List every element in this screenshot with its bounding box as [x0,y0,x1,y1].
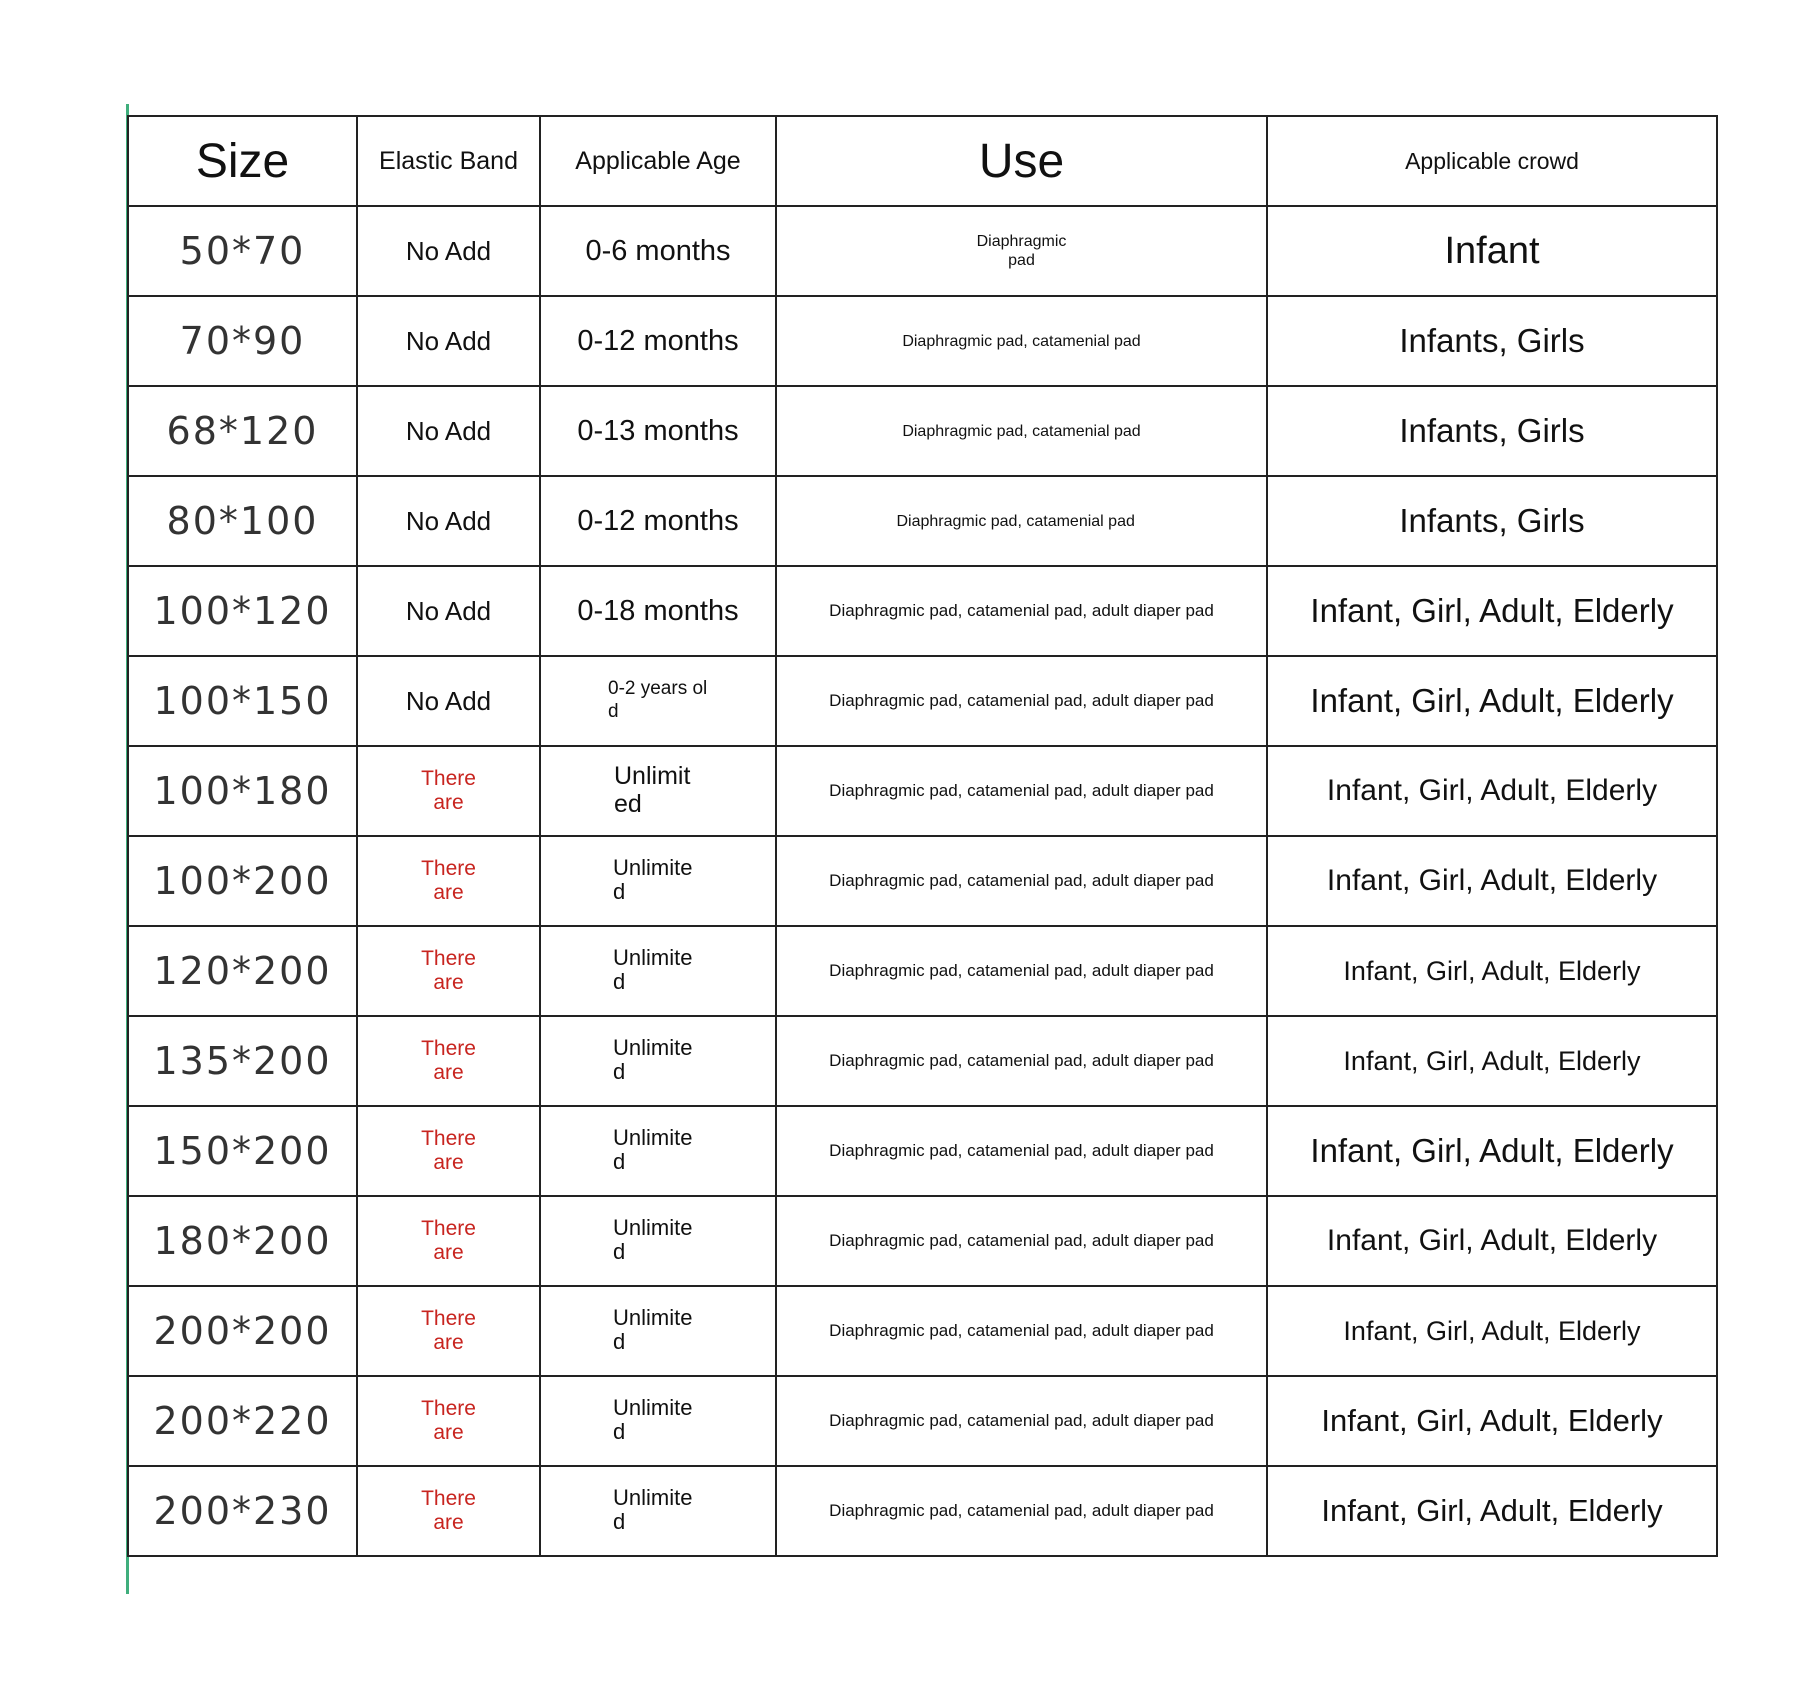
size-cell: 180*200 [128,1196,357,1286]
size-cell: 120*200 [128,926,357,1016]
use-cell: Diaphragmic pad, catamenial pad, adult diaper pad [776,566,1267,656]
crowd-cell: Infants, Girls [1267,296,1717,386]
age-text: Unlimited [613,1124,693,1174]
crowd-cell: Infant, Girl, Adult, Elderly [1267,1106,1717,1196]
elastic-band-text: There are [421,946,476,994]
elastic-band-cell: No Add [357,296,540,386]
table-row [128,926,1717,1016]
elastic-band-cell [357,926,540,1016]
size-cell: 50*70 [128,206,357,296]
size-cell: 200*230 [128,1466,357,1556]
table-row [128,1466,1717,1556]
header-size: Size [128,116,357,206]
use-cell: Diaphragmic pad, catamenial pad, adult diaper pad [776,1106,1267,1196]
elastic-band-cell [357,1196,540,1286]
age-cell [540,836,776,926]
use-cell: Diaphragmic pad, catamenial pad, adult diaper pad [776,926,1267,1016]
use-cell: Diaphragmic pad, catamenial pad, adult diaper pad [776,1016,1267,1106]
age-text: Unlimited [613,1214,693,1264]
age-text: Unlimited [613,1484,693,1534]
header-row [128,116,1717,206]
table-row [128,1376,1717,1466]
crowd-cell: Infant, Girl, Adult, Elderly [1267,1466,1717,1556]
use-text: Diaphragmic pad, catamenial pad [902,423,1141,440]
age-text: Unlimited [614,762,691,818]
table-row [128,386,1717,476]
crowd-cell: Infant, Girl, Adult, Elderly [1267,1376,1717,1466]
elastic-band-text: There are [421,1126,476,1174]
elastic-band-cell [357,1016,540,1106]
use-cell: Diaphragmic pad, catamenial pad, adult diaper pad [776,1196,1267,1286]
header-applicable-crowd: Applicable crowd [1267,116,1717,206]
use-cell: Diaphragmic pad, catamenial pad, adult diaper pad [776,746,1267,836]
elastic-band-text: There are [421,1306,476,1354]
age-text: Unlimited [613,854,693,904]
age-text: Unlimited [613,1394,693,1444]
table-row [128,1016,1717,1106]
age-cell: 0-12 months [540,296,776,386]
use-cell: Diaphragmic pad, catamenial pad, adult diaper pad [776,1376,1267,1466]
elastic-band-cell: No Add [357,656,540,746]
elastic-band-cell: No Add [357,386,540,476]
size-cell: 80*100 [128,476,357,566]
crowd-cell: Infant, Girl, Adult, Elderly [1267,566,1717,656]
age-cell [540,656,776,746]
age-cell: 0-12 months [540,476,776,566]
elastic-band-cell: No Add [357,476,540,566]
table-row [128,206,1717,296]
table-row [128,1196,1717,1286]
table-row [128,1286,1717,1376]
use-cell [776,296,1267,386]
age-cell [540,926,776,1016]
use-cell: Diaphragmic pad, catamenial pad, adult diaper pad [776,656,1267,746]
size-cell: 100*180 [128,746,357,836]
size-cell: 200*220 [128,1376,357,1466]
use-cell: Diaphragmic pad, catamenial pad, adult diaper pad [776,1466,1267,1556]
crowd-cell: Infant, Girl, Adult, Elderly [1267,1196,1717,1286]
size-cell: 68*120 [128,386,357,476]
header-use: Use [776,116,1267,206]
use-text: Diaphragmic pad, catamenial pad [902,333,1141,350]
elastic-band-cell [357,746,540,836]
age-text: Unlimited [613,944,693,994]
elastic-band-text: There are [421,856,476,904]
header-elastic-band: Elastic Band [357,116,540,206]
table-row [128,1106,1717,1196]
header-applicable-age: Applicable Age [540,116,776,206]
age-cell [540,1466,776,1556]
crowd-cell: Infants, Girls [1267,386,1717,476]
age-cell [540,1016,776,1106]
age-text: Unlimited [613,1034,693,1084]
crowd-cell: Infant, Girl, Adult, Elderly [1267,1286,1717,1376]
crowd-cell: Infant, Girl, Adult, Elderly [1267,926,1717,1016]
elastic-band-text: There are [421,1216,476,1264]
size-cell: 70*90 [128,296,357,386]
age-cell: 0-6 months [540,206,776,296]
use-cell: Diaphragmic pad, catamenial pad, adult diaper pad [776,836,1267,926]
crowd-cell: Infant, Girl, Adult, Elderly [1267,656,1717,746]
size-cell: 200*200 [128,1286,357,1376]
table-row [128,836,1717,926]
size-cell: 135*200 [128,1016,357,1106]
table-row [128,656,1717,746]
age-cell [540,1196,776,1286]
use-text: Diaphragmic pad [976,233,1067,269]
elastic-band-cell [357,1106,540,1196]
size-cell: 100*120 [128,566,357,656]
age-cell: 0-18 months [540,566,776,656]
crowd-cell: Infant [1267,206,1717,296]
crowd-cell: Infant, Girl, Adult, Elderly [1267,746,1717,836]
size-cell: 100*200 [128,836,357,926]
age-cell: 0-13 months [540,386,776,476]
age-cell [540,1286,776,1376]
crowd-cell: Infant, Girl, Adult, Elderly [1267,1016,1717,1106]
elastic-band-text: There are [421,766,476,814]
table-row [128,566,1717,656]
size-cell: 150*200 [128,1106,357,1196]
elastic-band-cell [357,1286,540,1376]
age-cell [540,746,776,836]
elastic-band-text: There are [421,1396,476,1444]
use-cell [776,206,1267,296]
elastic-band-cell: No Add [357,206,540,296]
age-cell [540,1106,776,1196]
elastic-band-text: There are [421,1036,476,1084]
elastic-band-cell [357,1376,540,1466]
age-cell [540,1376,776,1466]
elastic-band-cell: No Add [357,566,540,656]
table-row [128,296,1717,386]
table-row [128,476,1717,566]
elastic-band-cell [357,836,540,926]
table-row [128,746,1717,836]
elastic-band-cell [357,1466,540,1556]
size-cell: 100*150 [128,656,357,746]
size-spec-table [127,115,1718,1557]
use-text: Diaphragmic pad, catamenial pad [896,513,1135,530]
crowd-cell: Infant, Girl, Adult, Elderly [1267,836,1717,926]
use-cell [776,476,1267,566]
use-cell [776,386,1267,476]
age-text: Unlimited [613,1304,693,1354]
age-text: 0-2 years old [608,678,708,722]
use-cell: Diaphragmic pad, catamenial pad, adult diaper pad [776,1286,1267,1376]
elastic-band-text: There are [421,1486,476,1534]
crowd-cell: Infants, Girls [1267,476,1717,566]
